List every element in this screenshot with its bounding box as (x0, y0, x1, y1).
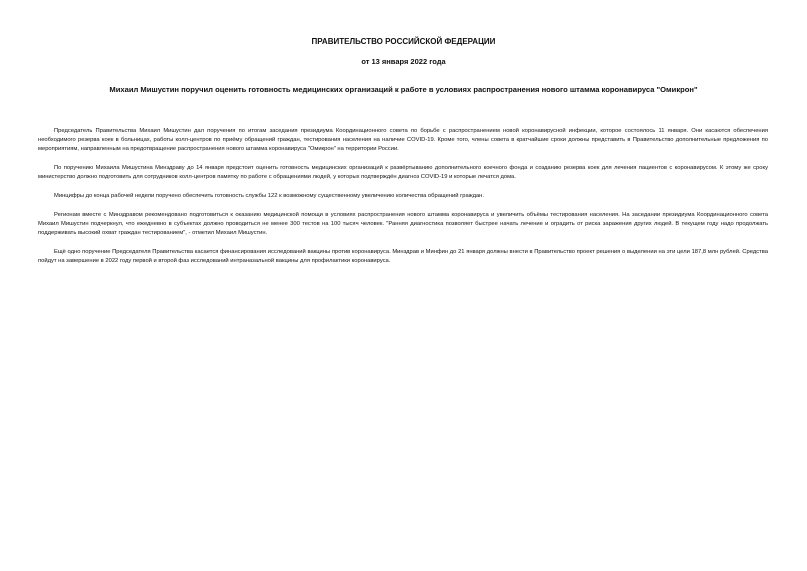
paragraph: По поручению Михаила Мишустина Минздраву до 14 января предстоит оценить готовность медицинских организаций к развёртыванию дополнительного коечного фонда и созданию резерва коек для лечения пациентов с коронавирусом. К этому же сроку министерство должно подготовить для сотрудников колл-центров памятку по работе с обращениями людей, у которых подтверждён диагноз COVID-19 и которые лечатся дома. (38, 165, 768, 181)
paragraph: Минцифры до конца рабочей недели поручено обеспечить готовность службы 122 к возможному существенному увеличению количества обращений граждан. (54, 193, 484, 200)
document-date: от 13 января 2022 года (361, 57, 446, 66)
paragraph: Ещё одно поручение Председателя Правительства касается финансирования исследований вакцины против коронавируса. Минздрав и Минфин до 21 января должны внести в Правительство проект решения о выделении на эти цели 187,8 млн рублей. Средства пойдут на завершение в 2022 году первой и второй фаз исследований интраназальной вакцины для профилактики коронавируса. (38, 248, 768, 265)
paragraph: Регионам вместе с Минздравом рекомендовано подготовиться к оказанию медицинской помощи в условиях распространения нового штамма коронавируса и увеличить объёмы тестирования населения. На заседании президиума Координационного совета Михаил Мишустин подчеркнул, что ежедневно в субъектах должно проводиться не менее 300 тестов на 100 тысяч человек. "Ранняя диагностика позволяет быстрее начать лечение и оградить от риска заражения других людей. В текущем году надо продолжать поддерживать высокий охват граждан тестированием", - отметил Михаил Мишустин. (38, 211, 768, 237)
document-title: Михаил Мишустин поручил оценить готовность медицинских организаций к работе в условиях распространения нового штамма коронавируса "Омикрон" (109, 85, 698, 94)
document-body (38, 127, 768, 276)
paragraph: Председатель Правительства Михаил Мишустин дал поручения по итогам заседания президиума Координационного совета по борьбе с распространением новой коронавирусной инфекции, которое состоялось 11 января. Они касаются обеспечения необходимого резерва коек в больницах, работы колл-центров по приёму обращений граждан, тестирования населения на наличие COVID-19. Кроме того, члены совета в кратчайшие сроки должны представить в Правительство дополнительные предложения по мероприятиям, направленным на предотвращение распространения нового штамма коронавируса "Омикрон" на территории России. (38, 128, 768, 153)
organization-header: ПРАВИТЕЛЬСТВО РОССИЙСКОЙ ФЕДЕРАЦИИ (311, 37, 496, 46)
